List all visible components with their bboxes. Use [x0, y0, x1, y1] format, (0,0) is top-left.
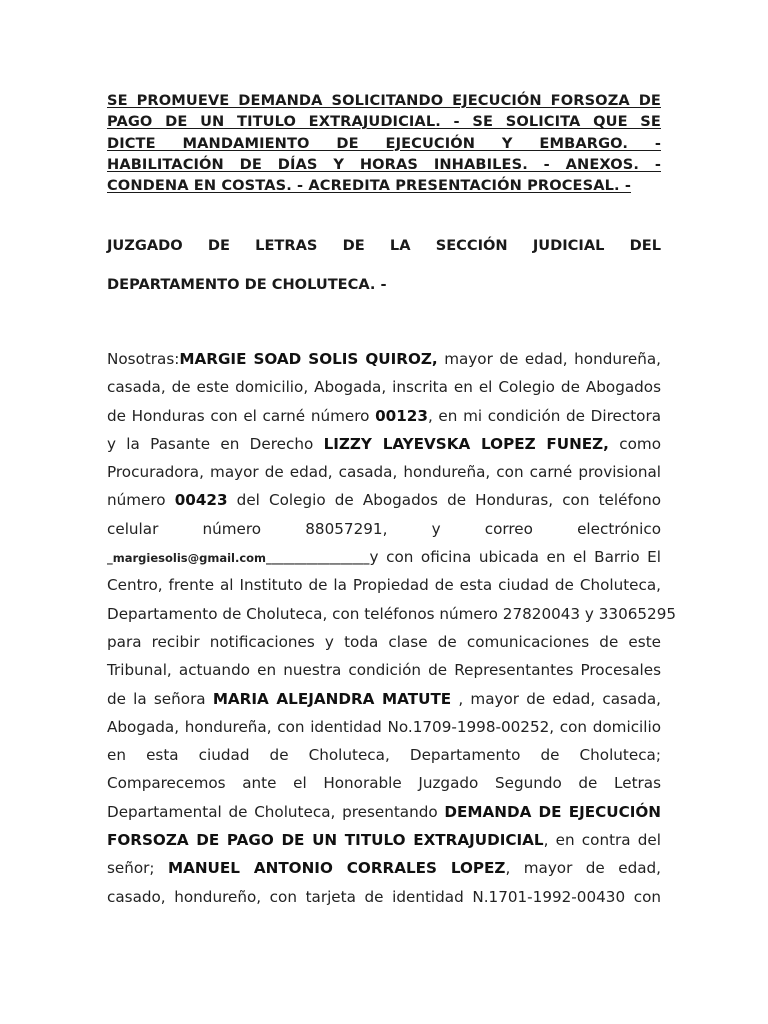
court-line-1: JUZGADO DE LETRAS DE LA SECCIÓN JUDICIAL DEL	[107, 237, 661, 254]
document-heading	[107, 90, 661, 196]
body-line: Tribunal, actuando en nuestra condición de Representantes Procesales	[107, 661, 661, 680]
text: , mayor de edad,	[505, 859, 661, 878]
body-line: Comparecemos ante el Honorable Juzgado Segundo de Letras	[107, 774, 661, 793]
defendant-name: MANUEL ANTONIO CORRALES LOPEZ	[167, 859, 506, 878]
text: y con oficina ubicada en el Barrio El	[369, 548, 661, 567]
body-line	[107, 543, 661, 571]
body-line	[107, 430, 661, 458]
text: número	[107, 491, 175, 510]
heading-line-1: SE PROMUEVE DEMANDA SOLICITANDO EJECUCIÓN FORSOZA DE	[107, 92, 661, 109]
body-line	[107, 402, 661, 430]
text: Nosotras:	[107, 350, 180, 368]
heading-line-2: PAGO DE UN TITULO EXTRAJUDICIAL. - SE SOLICITA QUE SE	[107, 113, 661, 131]
body-line: en esta ciudad de Choluteca, Departamento de Choluteca;	[107, 746, 661, 765]
body-line	[107, 486, 661, 514]
text: , en mi condición de Directora	[427, 406, 662, 425]
text: mayor de edad, hondureña,	[437, 350, 661, 368]
intern-name: LIZZY LAYEVSKA LOPEZ FUNEZ,	[323, 434, 609, 453]
body-line: celular número 88057291, y correo electrónico	[107, 519, 661, 538]
text: señor;	[107, 859, 168, 878]
body-line: casado, hondureño, con tarjeta de identidad N.1701-1992-00430 con	[107, 887, 661, 906]
text: del Colegio de Abogados de Honduras, con teléfono	[227, 491, 661, 510]
license-number: 00423	[174, 491, 228, 510]
body-line: Abogada, hondureña, con identidad No.1709-1998-00252, con domicilio	[107, 717, 661, 736]
text: de Honduras con el carné número	[107, 406, 376, 425]
court-line-2: DEPARTAMENTO DE CHOLUTECA. -	[107, 276, 387, 293]
body-paragraph	[107, 345, 677, 911]
text: , mayor de edad, casada,	[451, 689, 661, 708]
heading-line-4: HABILITACIÓN DE DÍAS Y HORAS INHABILES. - ANEXOS. -	[107, 155, 661, 173]
body-line	[107, 854, 661, 882]
body-line	[107, 826, 661, 854]
heading-line-3: DICTE MANDAMIENTO DE EJECUCIÓN Y EMBARGO. -	[107, 134, 661, 152]
body-line: para recibir notificaciones y toda clase de comunicaciones de este	[107, 632, 661, 651]
body-line: Procuradora, mayor de edad, casada, hondureña, con carné provisional	[107, 463, 661, 482]
text: y la Pasante en Derecho	[107, 434, 324, 453]
body-line: casada, de este domicilio, Abogada, inscrita en el Colegio de Abogados	[107, 378, 661, 397]
client-name: MARGIE SOAD SOLIS QUIROZ,	[179, 350, 438, 368]
claim-title: FORSOZA DE PAGO DE UN TITULO EXTRAJUDICIAL	[107, 831, 544, 850]
text: , en contra del	[543, 831, 661, 850]
body-line	[107, 345, 661, 373]
claim-title: DEMANDA DE EJECUCIÓN	[444, 802, 661, 821]
body-line: Centro, frente al Instituto de la Propiedad de esta ciudad de Choluteca,	[107, 576, 661, 595]
body-line	[107, 798, 661, 826]
email-address: _margiesolis@gmail.com__________________	[107, 551, 370, 566]
text: Departamental de Choluteca, presentando	[107, 802, 445, 821]
client-name: MARIA ALEJANDRA MATUTE	[212, 689, 452, 708]
body-line: Departamento de Choluteca, con teléfonos número 27820043 y 33065295	[107, 604, 677, 623]
text: de la señora	[107, 689, 213, 708]
heading-line-5: CONDENA EN COSTAS. - ACREDITA PRESENTACIÓN PROCESAL. -	[107, 177, 631, 195]
body-line	[107, 685, 661, 713]
text: como	[608, 434, 661, 453]
license-number: 00123	[375, 406, 428, 425]
